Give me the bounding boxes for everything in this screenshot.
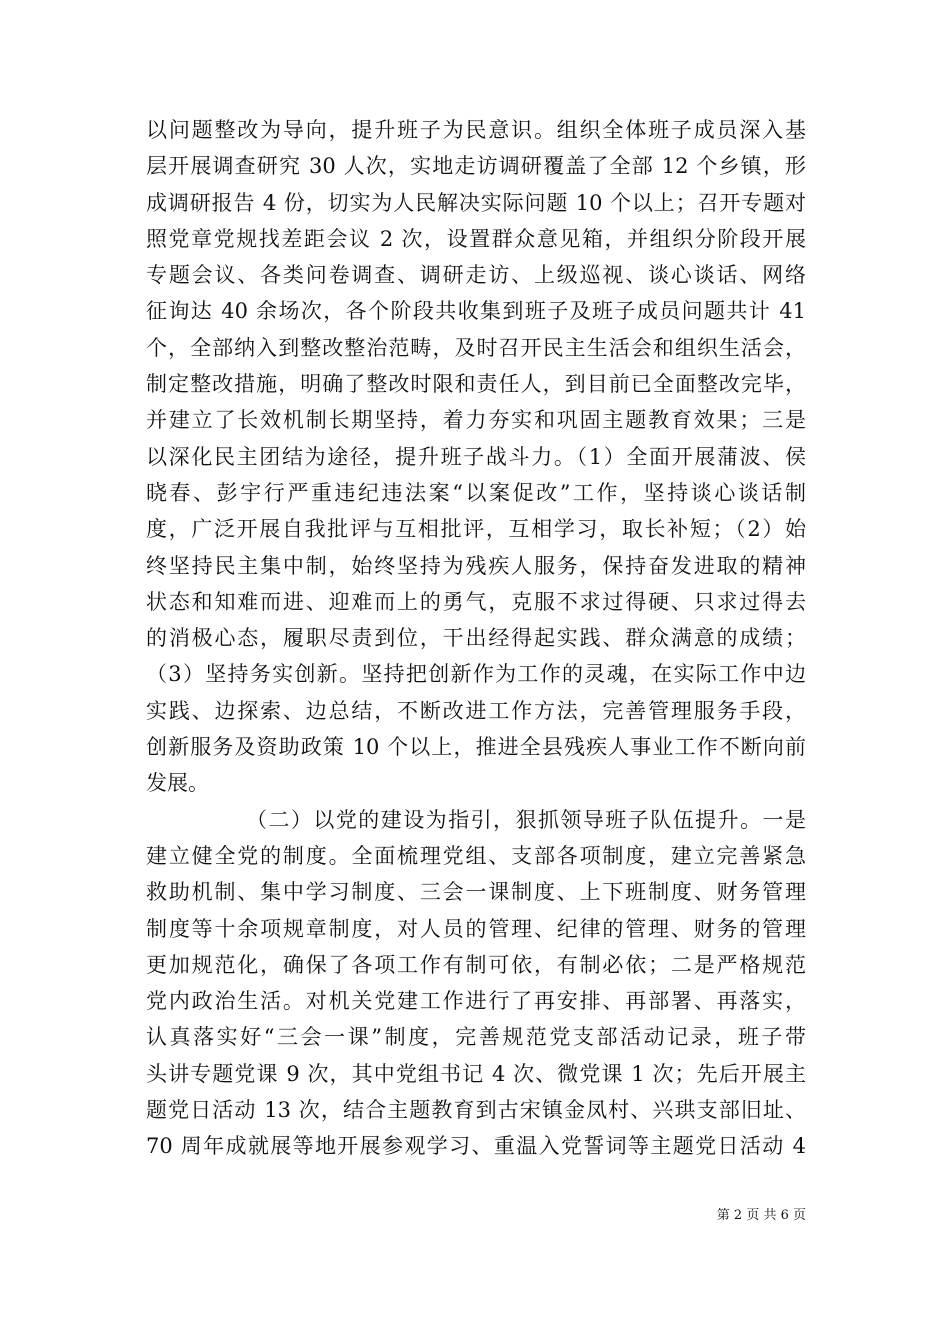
text-line: 认真落实好“三会一课”制度，完善规范党支部活动记录，班子带 — [146, 1025, 806, 1050]
text-line: 创新服务及资助政策 10 个以上，推进全县残疾人事业工作不断向前 — [146, 735, 806, 760]
text-line: 终坚持民主集中制，始终坚持为残疾人服务，保持奋发进取的精神 — [146, 553, 806, 578]
text-line: 头讲专题党课 9 次，其中党组书记 4 次、微党课 1 次；先后开展主 — [146, 1061, 806, 1086]
text-line: 发展。 — [146, 771, 209, 796]
text-line: 制定整改措施，明确了整改时限和责任人，到目前已全面整改完毕， — [146, 372, 806, 397]
text-line: 题党日活动 13 次，结合主题教育到古宋镇金凤村、兴珙支部旧址、 — [146, 1098, 806, 1123]
page-number-footer: 第 2 页 共 6 页 — [716, 1208, 806, 1223]
text-line: 70 周年成就展等地开展参观学习、重温入党誓词等主题党日活动 4 — [146, 1134, 806, 1159]
text-line: 并建立了长效机制长期坚持，着力夯实和巩固主题教育效果；三是 — [146, 408, 806, 433]
text-line: 更加规范化，确保了各项工作有制可依，有制必依；二是严格规范 — [146, 952, 806, 977]
text-line: 状态和知难而进、迎难而上的勇气，克服不求过得硬、只求过得去 — [146, 589, 806, 614]
text-line: 征询达 40 余场次，各个阶段共收集到班子及班子成员问题共计 41 — [146, 299, 806, 324]
text-line: 照党章党规找差距会议 2 次，设置群众意见箱，并组织分阶段开展 — [146, 226, 806, 251]
text-line: 实践、边探索、边总结，不断改进工作方法，完善管理服务手段， — [146, 698, 806, 723]
section-heading-line: （二）以党的建设为指引，狠抓领导班子队伍提升。一是 — [246, 807, 806, 832]
text-line: （3）坚持务实创新。坚持把创新作为工作的灵魂，在实际工作中边 — [146, 662, 806, 687]
text-line: 以深化民主团结为途径，提升班子战斗力。（1）全面开展蒲波、侯 — [146, 444, 806, 469]
text-line: 党内政治生活。对机关党建工作进行了再安排、再部署、再落实， — [146, 989, 806, 1014]
text-line: 制度等十余项规章制度，对人员的管理、纪律的管理、财务的管理 — [146, 916, 806, 941]
text-line: 成调研报告 4 份，切实为人民解决实际问题 10 个以上；召开专题对 — [146, 190, 806, 215]
text-line: 层开展调查研究 30 人次，实地走访调研覆盖了全部 12 个乡镇，形 — [146, 154, 806, 179]
text-line: 以问题整改为导向，提升班子为民意识。组织全体班子成员深入基 — [146, 118, 806, 142]
text-line: 专题会议、各类问卷调查、调研走访、上级巡视、谈心谈话、网络 — [146, 263, 806, 288]
text-line: 度，广泛开展自我批评与互相批评，互相学习，取长补短；（2）始 — [146, 517, 806, 542]
text-line: 救助机制、集中学习制度、三会一课制度、上下班制度、财务管理 — [146, 880, 806, 905]
text-line: 晓春、彭宇行严重违纪违法案“以案促改”工作，坚持谈心谈话制 — [146, 480, 806, 505]
text-line: 的消极心态，履职尽责到位，干出经得起实践、群众满意的成绩； — [146, 626, 806, 651]
text-line: 建立健全党的制度。全面梳理党组、支部各项制度，建立完善紧急 — [146, 843, 806, 868]
document-body — [146, 112, 806, 1165]
text-line: 个，全部纳入到整改整治范畴，及时召开民主生活会和组织生活会， — [146, 335, 806, 360]
